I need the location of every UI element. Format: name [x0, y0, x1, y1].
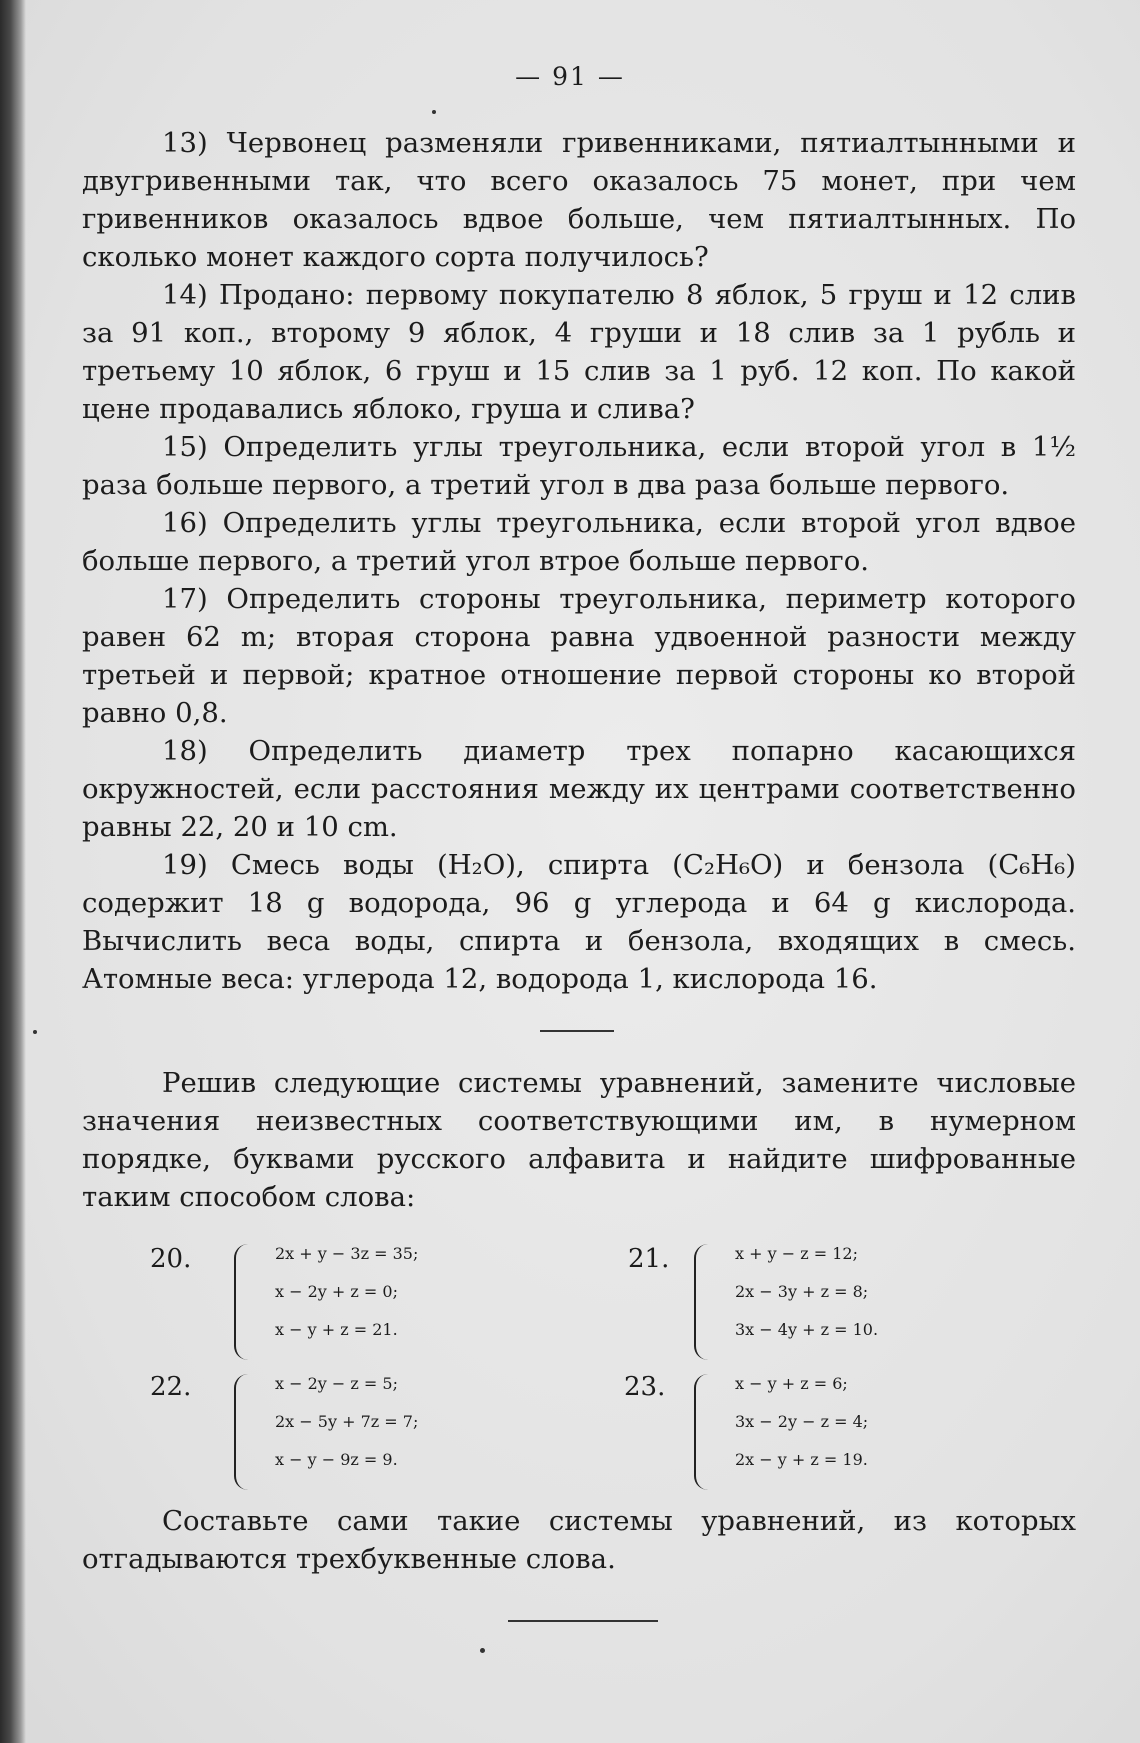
problem-15: 15) Определить углы треугольника, если второй угол в 1½ раза больше первого, а третий угол в два раза больше первого.: [82, 431, 1076, 501]
equation-20-1: 2x + y − 3z = 35;: [275, 1244, 419, 1263]
ink-speck: [480, 1648, 485, 1653]
problem-13: 13) Червонец разменяли гривенниками, пятиалтынными и двугривенными так, что всего оказалось 75 монет, при чем гривенников оказалось вдвое больше, чем пятиалтынных. По сколько монет каждого сорта получилось?: [82, 127, 1076, 273]
system-brace-22: [234, 1374, 248, 1490]
systems-outro: [82, 1502, 1076, 1578]
ink-speck: [432, 110, 436, 114]
problem-14: 14) Продано: первому покупателю 8 яблок, 5 груш и 12 слив за 91 коп., второму 9 яблок, 4 груши и 18 слив за 1 рубль и третьему 10 яблок, 6 груш и 15 слив за 1 руб. 12 коп. По какой цене продавались яблоко, груша и слива?: [82, 279, 1076, 425]
equation-23-1: x − y + z = 6;: [735, 1374, 848, 1393]
equation-21-1: x + y − z = 12;: [735, 1244, 858, 1263]
equation-22-2: 2x − 5y + 7z = 7;: [275, 1412, 419, 1431]
system-brace-23: [694, 1374, 708, 1490]
system-brace-20: [234, 1244, 248, 1360]
system-number-20: 20.: [150, 1244, 192, 1274]
page-number: — 91 —: [515, 62, 625, 91]
problem-19: 19) Смесь воды (H₂O), спирта (C₂H₆O) и бензола (C₆H₆) содержит 18 g водорода, 96 g углерода и 64 g кислорода. Вычислить веса воды, спирта и бензола, входящих в смесь. Атомные веса: углерода 12, водорода 1, кислорода 16.: [82, 849, 1076, 995]
equation-20-3: x − y + z = 21.: [275, 1320, 398, 1339]
section-divider: [540, 1030, 614, 1032]
equation-23-3: 2x − y + z = 19.: [735, 1450, 868, 1469]
problem-18: 18) Определить диаметр трех попарно касающихся окружностей, если расстояния между их центрами соответственно равны 22, 20 и 10 cm.: [82, 735, 1076, 843]
equation-20-2: x − 2y + z = 0;: [275, 1282, 398, 1301]
system-number-21: 21.: [628, 1244, 670, 1274]
system-brace-21: [694, 1244, 708, 1360]
ink-speck: [33, 1030, 37, 1034]
equation-22-3: x − y − 9z = 9.: [275, 1450, 398, 1469]
problem-16: 16) Определить углы треугольника, если второй угол вдвое больше первого, а третий угол втрое больше первого.: [82, 507, 1076, 577]
system-number-23: 23.: [624, 1372, 666, 1402]
problem-17: 17) Определить стороны треугольника, периметр которого равен 62 m; вторая сторона равна удвоенной разности между третьей и первой; кратное отношение первой стороны ко второй равно 0,8.: [82, 583, 1076, 729]
systems-intro: [82, 1064, 1076, 1216]
system-number-22: 22.: [150, 1372, 192, 1402]
outro-paragraph: Составьте сами такие системы уравнений, из которых отгадываются трехбуквенные слова.: [82, 1505, 1076, 1575]
equation-23-2: 3x − 2y − z = 4;: [735, 1412, 869, 1431]
intro-paragraph: Решив следующие системы уравнений, замените числовые значения неизвестных соответствующими им, в нумерном порядке, буквами русского алфавита и найдите шифрованные таким способом слова:: [82, 1067, 1076, 1213]
equation-21-2: 2x − 3y + z = 8;: [735, 1282, 869, 1301]
equation-21-3: 3x − 4y + z = 10.: [735, 1320, 879, 1339]
equation-22-1: x − 2y − z = 5;: [275, 1374, 398, 1393]
problems-list: [82, 124, 1076, 998]
page-binding-edge: [0, 0, 26, 1743]
end-divider: [508, 1620, 658, 1622]
